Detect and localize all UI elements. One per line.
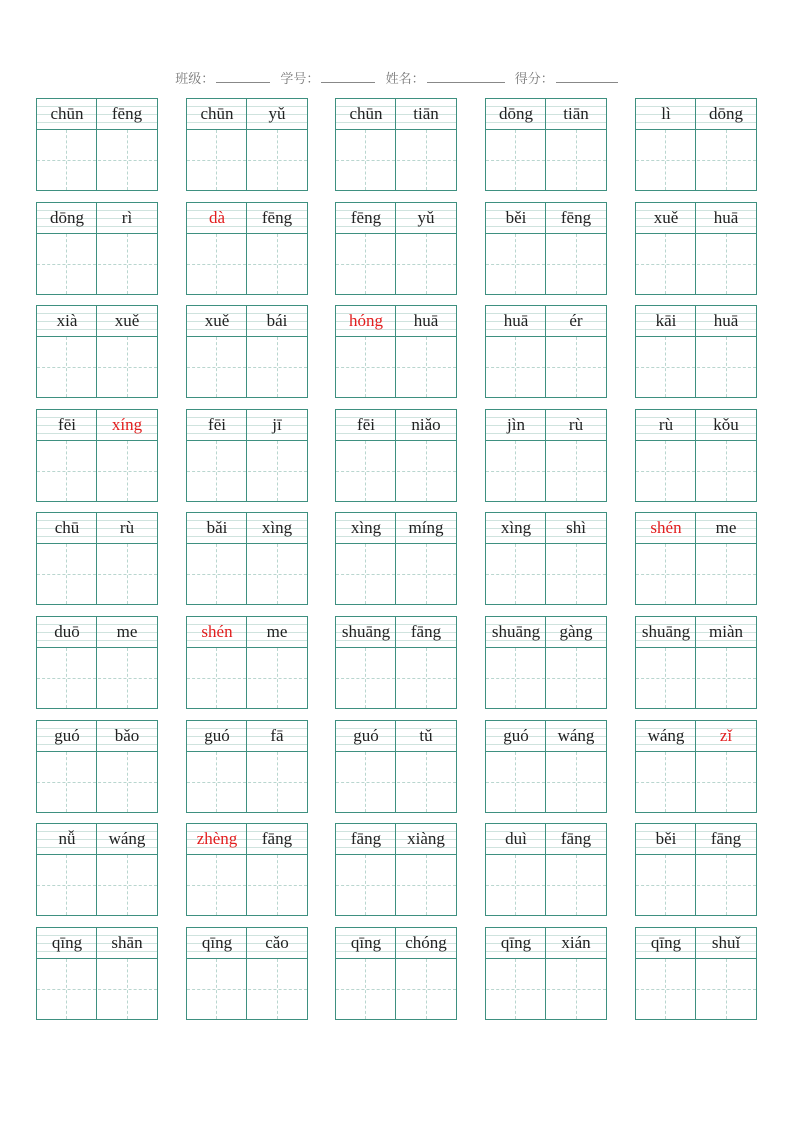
character-writing-area[interactable]	[636, 752, 756, 812]
character-writing-area[interactable]	[336, 752, 456, 812]
pinyin-syllable: běi	[505, 208, 527, 227]
pinyin-syllable: fāng	[350, 829, 382, 848]
pinyin-syllable: lì	[661, 104, 671, 123]
pinyin-syllable: fēng	[111, 104, 143, 123]
character-writing-area[interactable]	[636, 130, 756, 190]
pinyin-syllable: me	[116, 622, 138, 641]
word-box	[186, 98, 308, 191]
pinyin-syllable: chūn	[349, 104, 383, 123]
character-writing-area[interactable]	[37, 752, 157, 812]
pinyin-syllable: xuě	[204, 311, 230, 330]
word-box	[36, 512, 158, 605]
pinyin-syllable: shén	[201, 622, 233, 641]
pinyin-syllable: xìng	[350, 518, 382, 537]
score-field[interactable]	[515, 68, 618, 87]
pinyin-row	[486, 306, 606, 337]
pinyin-syllable: tǔ	[419, 726, 433, 745]
word-box	[36, 202, 158, 295]
word-box	[335, 616, 457, 709]
pinyin-syllable: rì	[121, 208, 133, 227]
pinyin-row	[336, 721, 456, 752]
character-writing-area[interactable]	[187, 752, 307, 812]
pinyin-row	[37, 928, 157, 959]
word-box	[335, 927, 457, 1020]
pinyin-row	[636, 203, 756, 234]
word-box	[335, 823, 457, 916]
pinyin-row	[187, 617, 307, 648]
character-writing-area[interactable]	[336, 130, 456, 190]
pinyin-syllable: guó	[54, 726, 80, 745]
pinyin-syllable: nǚ	[58, 829, 76, 848]
pinyin-syllable: miàn	[709, 622, 743, 641]
word-box	[186, 202, 308, 295]
pinyin-row	[486, 928, 606, 959]
pinyin-row	[187, 928, 307, 959]
pinyin-row	[486, 617, 606, 648]
pinyin-syllable: gàng	[559, 622, 593, 641]
word-box	[36, 409, 158, 502]
word-box	[635, 202, 757, 295]
pinyin-row	[486, 410, 606, 441]
pinyin-row	[636, 928, 756, 959]
pinyin-syllable: chū	[54, 518, 80, 537]
character-writing-area[interactable]	[37, 337, 157, 397]
student-number-label: 学号：	[280, 72, 320, 87]
character-writing-area[interactable]	[486, 130, 606, 190]
word-box	[635, 409, 757, 502]
word-box	[36, 823, 158, 916]
pinyin-syllable: me	[266, 622, 288, 641]
pinyin-row	[37, 617, 157, 648]
pinyin-syllable: xìng	[500, 518, 532, 537]
character-writing-area[interactable]	[37, 959, 157, 1019]
pinyin-row	[486, 99, 606, 130]
character-writing-area[interactable]	[187, 441, 307, 501]
word-box	[36, 98, 158, 191]
pinyin-row	[486, 203, 606, 234]
pinyin-row	[336, 203, 456, 234]
pinyin-syllable: fēi	[208, 415, 226, 434]
worksheet-header	[0, 68, 793, 87]
word-box	[335, 409, 457, 502]
pinyin-syllable: wáng	[647, 726, 685, 745]
pinyin-syllable: míng	[408, 518, 444, 537]
pinyin-syllable: fēi	[357, 415, 375, 434]
pinyin-row	[37, 99, 157, 130]
pinyin-syllable: huā	[503, 311, 529, 330]
word-box	[635, 98, 757, 191]
word-box	[186, 512, 308, 605]
word-box	[635, 927, 757, 1020]
pinyin-syllable: fēng	[560, 208, 592, 227]
pinyin-syllable: qīng	[201, 933, 233, 952]
word-box	[335, 98, 457, 191]
word-box	[635, 823, 757, 916]
character-writing-area[interactable]	[636, 337, 756, 397]
pinyin-row	[486, 721, 606, 752]
character-writing-area[interactable]	[636, 234, 756, 294]
pinyin-syllable: duì	[505, 829, 527, 848]
word-box	[485, 512, 607, 605]
pinyin-row	[187, 306, 307, 337]
name-label: 姓名：	[385, 72, 425, 87]
character-writing-area[interactable]	[636, 441, 756, 501]
pinyin-syllable: hóng	[349, 311, 383, 330]
pinyin-syllable: huā	[413, 311, 439, 330]
pinyin-syllable: huā	[713, 208, 739, 227]
pinyin-syllable: bái	[266, 311, 288, 330]
pinyin-syllable: jìn	[507, 415, 525, 434]
word-box	[485, 409, 607, 502]
character-writing-area[interactable]	[486, 959, 606, 1019]
pinyin-syllable: kǒu	[713, 415, 739, 434]
word-box	[485, 616, 607, 709]
pinyin-row	[636, 721, 756, 752]
word-box	[335, 305, 457, 398]
pinyin-syllable: ér	[569, 311, 583, 330]
pinyin-syllable: fāng	[710, 829, 742, 848]
pinyin-syllable: kāi	[655, 311, 677, 330]
character-writing-area[interactable]	[486, 648, 606, 708]
pinyin-syllable: tiān	[413, 104, 439, 123]
pinyin-row	[37, 410, 157, 441]
pinyin-syllable: shén	[650, 518, 682, 537]
character-writing-area[interactable]	[336, 234, 456, 294]
pinyin-row	[636, 99, 756, 130]
character-writing-area[interactable]	[37, 544, 157, 604]
pinyin-row	[486, 824, 606, 855]
pinyin-syllable: shān	[111, 933, 143, 952]
pinyin-row	[336, 928, 456, 959]
pinyin-syllable: xuě	[653, 208, 679, 227]
character-writing-area[interactable]	[37, 130, 157, 190]
pinyin-row	[336, 824, 456, 855]
pinyin-syllable: fāng	[560, 829, 592, 848]
character-writing-area[interactable]	[336, 648, 456, 708]
character-writing-area[interactable]	[37, 234, 157, 294]
pinyin-syllable: qīng	[350, 933, 382, 952]
pinyin-row	[336, 513, 456, 544]
pinyin-row	[37, 513, 157, 544]
character-writing-area[interactable]	[636, 648, 756, 708]
character-writing-area[interactable]	[636, 855, 756, 915]
word-box	[36, 720, 158, 813]
pinyin-syllable: niǎo	[411, 415, 441, 434]
pinyin-syllable: cǎo	[265, 933, 289, 952]
pinyin-syllable: shì	[566, 518, 586, 537]
character-writing-area[interactable]	[486, 234, 606, 294]
student-number-field[interactable]	[280, 68, 375, 87]
pinyin-syllable: zǐ	[719, 726, 733, 745]
word-box	[485, 305, 607, 398]
pinyin-syllable: zhèng	[196, 829, 238, 848]
word-box	[36, 305, 158, 398]
pinyin-syllable: fāng	[261, 829, 293, 848]
pinyin-syllable: bǎo	[114, 726, 140, 745]
pinyin-row	[187, 824, 307, 855]
character-writing-area[interactable]	[187, 648, 307, 708]
word-box	[635, 305, 757, 398]
pinyin-syllable: xuě	[114, 311, 140, 330]
pinyin-syllable: dōng	[499, 104, 533, 123]
pinyin-syllable: qīng	[500, 933, 532, 952]
class-field[interactable]	[175, 68, 270, 87]
name-field[interactable]	[386, 68, 505, 87]
character-writing-area[interactable]	[636, 544, 756, 604]
pinyin-row	[187, 99, 307, 130]
pinyin-row	[636, 513, 756, 544]
word-box	[186, 720, 308, 813]
pinyin-syllable: shuāng	[641, 622, 691, 641]
character-writing-area[interactable]	[37, 855, 157, 915]
pinyin-syllable: chūn	[200, 104, 234, 123]
pinyin-row	[187, 410, 307, 441]
pinyin-syllable: yǔ	[268, 104, 286, 123]
character-writing-area[interactable]	[336, 855, 456, 915]
pinyin-syllable: guó	[503, 726, 529, 745]
word-box	[635, 720, 757, 813]
character-writing-area[interactable]	[187, 544, 307, 604]
pinyin-syllable: bǎi	[206, 518, 228, 537]
pinyin-syllable: fēi	[58, 415, 76, 434]
word-box	[335, 720, 457, 813]
pinyin-syllable: huā	[713, 311, 739, 330]
pinyin-row	[336, 617, 456, 648]
pinyin-syllable: dōng	[50, 208, 84, 227]
character-writing-area[interactable]	[486, 441, 606, 501]
character-writing-area[interactable]	[336, 959, 456, 1019]
pinyin-syllable: wáng	[108, 829, 146, 848]
pinyin-syllable: fēng	[261, 208, 293, 227]
word-box	[635, 512, 757, 605]
word-box	[36, 927, 158, 1020]
pinyin-syllable: yǔ	[417, 208, 435, 227]
pinyin-syllable: guó	[204, 726, 230, 745]
word-box	[335, 202, 457, 295]
pinyin-syllable: xià	[56, 311, 78, 330]
character-writing-area[interactable]	[187, 234, 307, 294]
pinyin-syllable: shuǐ	[711, 933, 741, 952]
character-writing-area[interactable]	[187, 959, 307, 1019]
word-box	[485, 202, 607, 295]
pinyin-row	[187, 513, 307, 544]
word-box	[485, 927, 607, 1020]
pinyin-syllable: shuāng	[341, 622, 391, 641]
class-label: 班级：	[175, 72, 215, 87]
pinyin-row	[636, 617, 756, 648]
pinyin-syllable: tiān	[563, 104, 589, 123]
pinyin-syllable: duō	[54, 622, 80, 641]
pinyin-syllable: dōng	[709, 104, 743, 123]
word-box	[186, 616, 308, 709]
pinyin-syllable: xìng	[261, 518, 293, 537]
word-box	[485, 98, 607, 191]
pinyin-syllable: fā	[270, 726, 284, 745]
pinyin-row	[486, 513, 606, 544]
word-box	[635, 616, 757, 709]
character-writing-area[interactable]	[37, 441, 157, 501]
pinyin-syllable: xíng	[111, 415, 143, 434]
pinyin-row	[636, 824, 756, 855]
pinyin-syllable: me	[715, 518, 737, 537]
pinyin-row	[636, 410, 756, 441]
character-writing-area[interactable]	[336, 544, 456, 604]
pinyin-row	[187, 721, 307, 752]
pinyin-syllable: jī	[272, 415, 282, 434]
pinyin-syllable: rù	[119, 518, 135, 537]
character-writing-area[interactable]	[486, 855, 606, 915]
pinyin-syllable: xián	[561, 933, 591, 952]
pinyin-row	[336, 410, 456, 441]
pinyin-syllable: fāng	[410, 622, 442, 641]
pinyin-syllable: xiàng	[407, 829, 445, 848]
word-box	[485, 823, 607, 916]
pinyin-row	[37, 721, 157, 752]
character-writing-area[interactable]	[636, 959, 756, 1019]
character-writing-area[interactable]	[336, 337, 456, 397]
character-writing-area[interactable]	[486, 337, 606, 397]
pinyin-syllable: chūn	[50, 104, 84, 123]
word-box	[36, 616, 158, 709]
pinyin-row	[37, 306, 157, 337]
word-box	[186, 305, 308, 398]
pinyin-row	[37, 824, 157, 855]
character-writing-area[interactable]	[187, 855, 307, 915]
score-label: 得分：	[514, 72, 554, 87]
pinyin-row	[636, 306, 756, 337]
pinyin-row	[336, 99, 456, 130]
pinyin-syllable: rù	[658, 415, 674, 434]
word-box	[186, 409, 308, 502]
character-writing-area[interactable]	[486, 544, 606, 604]
pinyin-row	[187, 203, 307, 234]
pinyin-syllable: běi	[655, 829, 677, 848]
pinyin-syllable: chóng	[405, 933, 447, 952]
pinyin-syllable: wáng	[557, 726, 595, 745]
character-writing-area[interactable]	[37, 648, 157, 708]
pinyin-syllable: guó	[353, 726, 379, 745]
pinyin-syllable: shuāng	[491, 622, 541, 641]
pinyin-syllable: fēng	[350, 208, 382, 227]
word-box	[186, 927, 308, 1020]
character-writing-area[interactable]	[187, 337, 307, 397]
pinyin-row	[336, 306, 456, 337]
pinyin-row	[37, 203, 157, 234]
pinyin-syllable: qīng	[650, 933, 682, 952]
character-writing-area[interactable]	[486, 752, 606, 812]
pinyin-syllable: dà	[208, 208, 226, 227]
character-writing-area[interactable]	[336, 441, 456, 501]
pinyin-syllable: rù	[568, 415, 584, 434]
pinyin-writing-grid	[36, 98, 758, 1022]
word-box	[485, 720, 607, 813]
word-box	[335, 512, 457, 605]
word-box	[186, 823, 308, 916]
character-writing-area[interactable]	[187, 130, 307, 190]
pinyin-syllable: qīng	[51, 933, 83, 952]
